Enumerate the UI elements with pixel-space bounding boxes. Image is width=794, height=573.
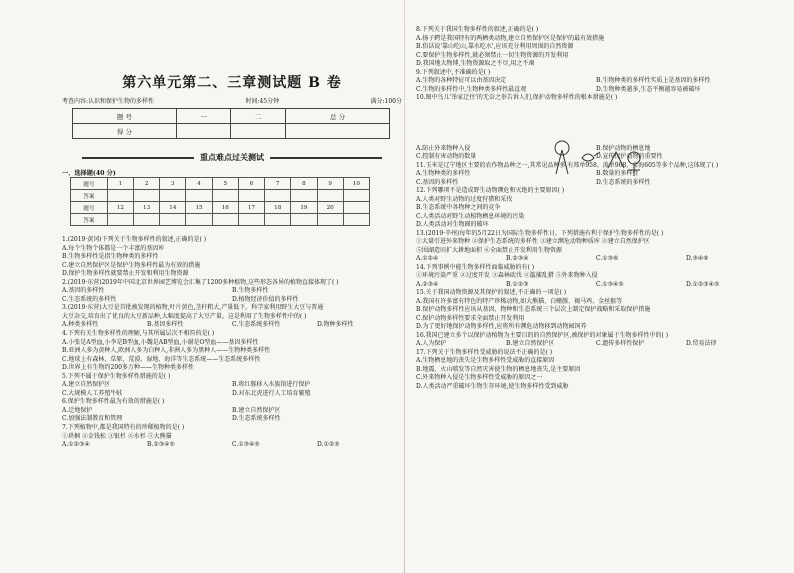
question-choices: ①珙桐 ②金钱松 ③银杉 ④水杉 ⑤大熊猫 xyxy=(62,432,172,440)
answer-cell: 9 xyxy=(317,178,343,190)
option-row xyxy=(416,179,776,188)
question-option: C.大规模人工养殖牛蛙 xyxy=(62,389,123,397)
answer-cell: 题号 xyxy=(71,202,108,214)
question-option: A.生物栖息地的丧失是生物多样性受威胁的直接原因 xyxy=(416,357,555,364)
question-option: B.②③④⑤ xyxy=(147,441,175,449)
question-option: B.生物多样性是指生物种类的多样性 xyxy=(62,253,159,261)
score-table xyxy=(72,108,390,139)
answer-blank[interactable] xyxy=(291,190,317,202)
axe-shape xyxy=(608,152,624,168)
question-option: A.生物的各种特征可以由基因决定 xyxy=(416,77,507,84)
answer-cell: 12 xyxy=(107,202,133,214)
question-option: C.外来物种入侵是生物多样性受威胁的原因之一 xyxy=(416,374,543,381)
tree-crown-shape xyxy=(555,141,569,155)
question-option: C.地球上有森林、草原、荒漠、湿地、海洋等生态系统——生态系统多样性 xyxy=(62,355,261,363)
option-row xyxy=(62,441,402,450)
question-option: B.将红豚移入水族馆进行保护 xyxy=(232,381,311,389)
question-option: A.①②③④ xyxy=(62,441,90,449)
question-option: B.建立自然保护区 xyxy=(506,340,555,347)
question-option: B.地震、火山喷发等自然灾害使生物的栖息地丧失,是主要原因 xyxy=(416,365,581,373)
question-option: A.基因的多样性 xyxy=(62,287,105,295)
question-option: B.基因多样性 xyxy=(147,321,184,329)
question-choices: ①大量引进外来物种 ②保护生态系统的多样性 ③建立濒危动物种质库 ④建立自然保护区 xyxy=(416,238,650,245)
answer-cell: 答案 xyxy=(71,214,108,226)
question-stem: 12.下列哪项不是造成野生动物濒危和灭绝的主要原因( ) xyxy=(416,187,565,194)
exam-time: 时间:45分钟 xyxy=(245,98,280,105)
answer-blank[interactable] xyxy=(212,214,238,226)
score-cell: 得 分 xyxy=(73,124,177,139)
answer-cell: 10 xyxy=(343,178,369,190)
question-option: B.①②③ xyxy=(506,280,529,288)
answer-blank[interactable] xyxy=(265,214,291,226)
question-option: C.保护动物多样性要求全面禁止开发利用 xyxy=(416,314,525,322)
question-option: C.①③④⑤ xyxy=(596,280,624,288)
question-option: C.生物的多样性中,生物种类多样性最直观 xyxy=(416,85,527,93)
banner-rule-right xyxy=(270,157,382,159)
page-title: 第六单元第二、三章测试题 B 卷 xyxy=(122,75,342,91)
answer-blank[interactable] xyxy=(160,214,186,226)
question-option: D.宣传保护动物的重要性 xyxy=(596,153,663,160)
question-option: C.基因的多样性 xyxy=(416,178,459,186)
answer-cell: 17 xyxy=(238,202,264,214)
left-question-list xyxy=(62,236,402,450)
answer-blank[interactable] xyxy=(343,202,369,214)
page-fold xyxy=(404,0,405,573)
answer-blank[interactable] xyxy=(317,214,343,226)
answer-cell: 7 xyxy=(265,178,291,190)
score-cell: 一 xyxy=(176,109,231,124)
right-question-list xyxy=(416,26,776,391)
answer-cell: 8 xyxy=(291,178,317,190)
answer-cell: 3 xyxy=(160,178,186,190)
option-row xyxy=(62,381,402,390)
answer-cell: 13 xyxy=(134,202,160,214)
answer-cell: 2 xyxy=(134,178,160,190)
question-option: D.生态系统的多样性 xyxy=(596,178,651,186)
question-option: C.要保护生物多样性,就必须禁止一切生物资源的开发利用 xyxy=(416,51,569,59)
question-option: D.贸易法律 xyxy=(686,340,717,347)
question-option: D.为了更好地保护动物多样性,应将所有濒危动物移到动物园饲养 xyxy=(416,323,587,330)
answer-blank[interactable] xyxy=(134,214,160,226)
question-option: D.生物种类越多,生态平衡越容易被破坏 xyxy=(596,85,701,93)
answer-cell: 5 xyxy=(212,178,238,190)
answer-blank[interactable] xyxy=(291,214,317,226)
score-cell: 题 号 xyxy=(73,109,177,124)
answer-blank[interactable] xyxy=(134,190,160,202)
answer-blank[interactable] xyxy=(343,190,369,202)
question-stem: 13.(2019·辛州)每年的5月22日为国际生物多样性日。下列措施有利于保护生物多样性的是( ) xyxy=(416,229,664,237)
answer-cell: 6 xyxy=(238,178,264,190)
bird-body-shape xyxy=(582,154,594,161)
question-option: C.人类活动对野生动植物栖息环境的污染 xyxy=(416,212,525,220)
answer-blank[interactable] xyxy=(186,190,212,202)
question-option: C.①③④⑤ xyxy=(232,441,260,449)
question-option: C.生态系统的多样性 xyxy=(62,295,117,303)
option-row xyxy=(62,415,402,424)
question-option: D.人类活动对生物圈的破坏 xyxy=(416,221,489,228)
banner-rule-left xyxy=(82,157,194,159)
question-option: B.②③④ xyxy=(506,255,529,262)
question-option: D.生态系统多样性 xyxy=(232,415,281,423)
question-option: C.遗传多样性保护 xyxy=(596,340,645,347)
answer-cell: 18 xyxy=(265,202,291,214)
question-option: C.建立自然保护区是保护生物多样性最为有效的措施 xyxy=(62,261,201,269)
question-stem: 15.关于我国动物资源及其保护的叙述,不正确的一项是( ) xyxy=(416,289,567,296)
answer-blank[interactable] xyxy=(317,190,343,202)
bird-tree-illustration xyxy=(548,138,648,178)
person-head-shape xyxy=(628,152,640,164)
question-option: A.防止外来物种入侵 xyxy=(416,144,471,152)
answer-blank[interactable] xyxy=(107,214,133,226)
question-option: A.人为保护 xyxy=(416,340,447,347)
answer-cell: 20 xyxy=(317,202,343,214)
answer-blank[interactable] xyxy=(107,190,133,202)
question-stem: 大豆杂交,培育出了优良的大豆新品种,大幅度提高了大豆产量。这是利用了生物多样性中的( ) xyxy=(62,312,307,320)
answer-cell: 题号 xyxy=(71,178,108,190)
answer-blank[interactable] xyxy=(186,214,212,226)
question-option: B.保护动物多样性应该从基因、物种和生态系统三个层次上制定保护战略和采取保护措施 xyxy=(416,306,651,313)
question-stem: 16.我国已建立多个以保护动植物为主要目的的自然保护区,被保护的对象属于生物多样性中的( ) xyxy=(416,331,669,339)
question-option: B.生物多样性 xyxy=(232,287,269,295)
bird-beak-shape xyxy=(594,152,600,156)
question-stem: 14.下列事例中能生物多样性面临威胁的有( ) xyxy=(416,263,535,271)
question-option: D.植物经济价值的多样性 xyxy=(232,295,299,303)
question-stem: 3.(2019·东营)大豆是首批被发现的植物,叶片黄色,茎秆粗大,产量低下。科学家利用野生大豆与普通 xyxy=(62,304,324,312)
score-cell: 总 分 xyxy=(286,109,390,124)
question-option: A.我国有许多富有特色的特产珍稀动物,如大熊猫、白鳍豚、褐马鸡、金丝猴等 xyxy=(416,297,623,305)
question-option: D.①②⑤ xyxy=(317,441,340,449)
question-choices: ①环境污染严重 ②过度开发 ③森林砍伐 ④滥捕乱猎 ⑤外来物种入侵 xyxy=(416,272,598,279)
question-option: D.人类活动严重破坏生物生存环境,使生物多样性受到威胁 xyxy=(416,382,569,390)
question-option: D.①②③④⑤ xyxy=(686,280,720,288)
exam-meta xyxy=(62,96,402,105)
answer-cell: 16 xyxy=(212,202,238,214)
question-option: A.小张是A型血,小李是B型血,小魏是AB型血,小谢是O型血——基因多样性 xyxy=(62,338,259,346)
question-option: C.控制有害动物的数量 xyxy=(416,153,477,160)
question-option: B.生物种类的多样性实质上是基因的多样性 xyxy=(596,77,711,84)
question-option: B.数量的多样性 xyxy=(596,170,639,177)
question-choices: ⑤围湖造田扩大耕地面积 ⑥全面禁止开发利用生物资源 xyxy=(416,246,562,254)
score-cell[interactable] xyxy=(286,124,390,139)
score-cell[interactable] xyxy=(231,124,286,139)
question-option: A.每个生物个体都是一个丰富的基因库 xyxy=(62,244,165,252)
answer-blank[interactable] xyxy=(212,190,238,202)
question-option: B.保护动物的栖息地 xyxy=(596,144,651,152)
section-heading: 一、选择题(40 分) xyxy=(62,170,116,177)
section-banner xyxy=(82,152,382,163)
exam-score: 满分:100分 xyxy=(370,98,402,105)
question-stem: 11.玉米是辽宁地区主要的农作物品种之一,其常见品种多,有郑单958、浚单968、金海605等多个品种,这体现了( ) xyxy=(416,161,719,169)
score-cell: 二 xyxy=(231,109,286,124)
question-stem: 10.图中鸟儿'举家迁往'的无奈之举告诉人们,保护动物多样性的根本措施是( ) xyxy=(416,94,618,101)
question-option: C.①③⑥ xyxy=(596,255,619,262)
answer-cell: 答案 xyxy=(71,190,108,202)
question-stem: 4.下列有关生物多样性的理解,与其所属层次不相符的是( ) xyxy=(62,330,215,338)
question-option: B.建立自然保护区 xyxy=(232,406,281,414)
question-stem: 8.下列关于我国生物多样性的叙述,正确的是( ) xyxy=(416,26,539,33)
answer-blank[interactable] xyxy=(343,214,369,226)
question-stem: 9.下列叙述中,不准确的是( ) xyxy=(416,68,491,76)
question-option: A.迁地保护 xyxy=(62,406,93,414)
answer-blank[interactable] xyxy=(238,190,264,202)
question-option: A.②③④ xyxy=(416,280,439,288)
option-row xyxy=(62,287,402,296)
answer-cell: 19 xyxy=(291,202,317,214)
option-row xyxy=(416,340,776,349)
option-row xyxy=(416,281,776,290)
question-option: A.扬子鳄是我国特有的两栖类动物,建立自然保护区是保护的最有效措施 xyxy=(416,34,605,42)
option-row xyxy=(62,321,402,330)
answer-blank[interactable] xyxy=(160,190,186,202)
question-option: D.对东北虎进行人工培育繁殖 xyxy=(232,389,311,397)
question-option: D.物种多样性 xyxy=(317,321,354,329)
question-stem: 5.下列不属于保护生物多样性措施的是( ) xyxy=(62,372,171,380)
banner-text: 重点难点过关测试 xyxy=(200,152,264,162)
question-option: B.生态系统中各物种之间的竞争 xyxy=(416,204,501,211)
answer-cell: 14 xyxy=(160,202,186,214)
question-option: D.保护生物多样性就要禁止开发和利用生物资源 xyxy=(62,270,189,278)
answer-cell: 4 xyxy=(186,178,212,190)
question-option: A.人类对野生动物的过度狩猎和采伐 xyxy=(416,195,513,203)
question-option: B.亚洲人多为黄种人,欧洲人多为白种人,非洲人多为黑种人——生物种类多样性 xyxy=(62,347,271,355)
question-stem: 7.下列植物中,都是我国特有的珍稀植物的是( ) xyxy=(62,424,185,432)
question-option: C.生态系统多样性 xyxy=(232,321,281,329)
option-row xyxy=(416,86,776,95)
answer-blank[interactable] xyxy=(238,214,264,226)
question-option: A.①②④ xyxy=(416,255,439,262)
question-option: D.世界上有生物约200多万种——生物种类多样性 xyxy=(62,364,194,372)
question-option: A.建立自然保护区 xyxy=(62,381,111,389)
question-stem: 6.保护生物多样性最为有效的措施是( ) xyxy=(62,398,165,406)
score-cell[interactable] xyxy=(176,124,231,139)
question-option: C.加强法制教育和管理 xyxy=(62,415,123,423)
question-option: D.③④⑥ xyxy=(686,255,709,262)
option-row xyxy=(416,255,776,264)
answer-cell: 15 xyxy=(186,202,212,214)
question-stem: 17.下列关于生物多样性受威胁的说法不正确的是( ) xyxy=(416,348,553,356)
answer-table xyxy=(70,177,370,226)
question-stem: 2.(2019·东营)2019年中国北京世界园艺博览会汇集了1200多种植物,这些形态各异的植物直接体现了( ) xyxy=(62,278,339,286)
person-body-shape xyxy=(628,164,640,176)
question-option: B.俗话说'靠山吃山,靠水吃水',应该充分利用周围的自然资源 xyxy=(416,43,574,50)
answer-cell: 1 xyxy=(107,178,133,190)
question-option: A.生物种类的多样性 xyxy=(416,170,471,177)
question-option: A.种类多样性 xyxy=(62,321,99,329)
answer-blank[interactable] xyxy=(265,190,291,202)
option-row xyxy=(416,77,776,86)
question-option: D.我国地大物博,生物资源取之不尽,用之不竭 xyxy=(416,60,535,67)
question-stem: 1.(2019·黄冈)下列关于生物多样性的叙述,正确的是( ) xyxy=(62,236,207,243)
exam-scope: 考查内容:认识和保护生物的多样性 xyxy=(62,98,155,105)
